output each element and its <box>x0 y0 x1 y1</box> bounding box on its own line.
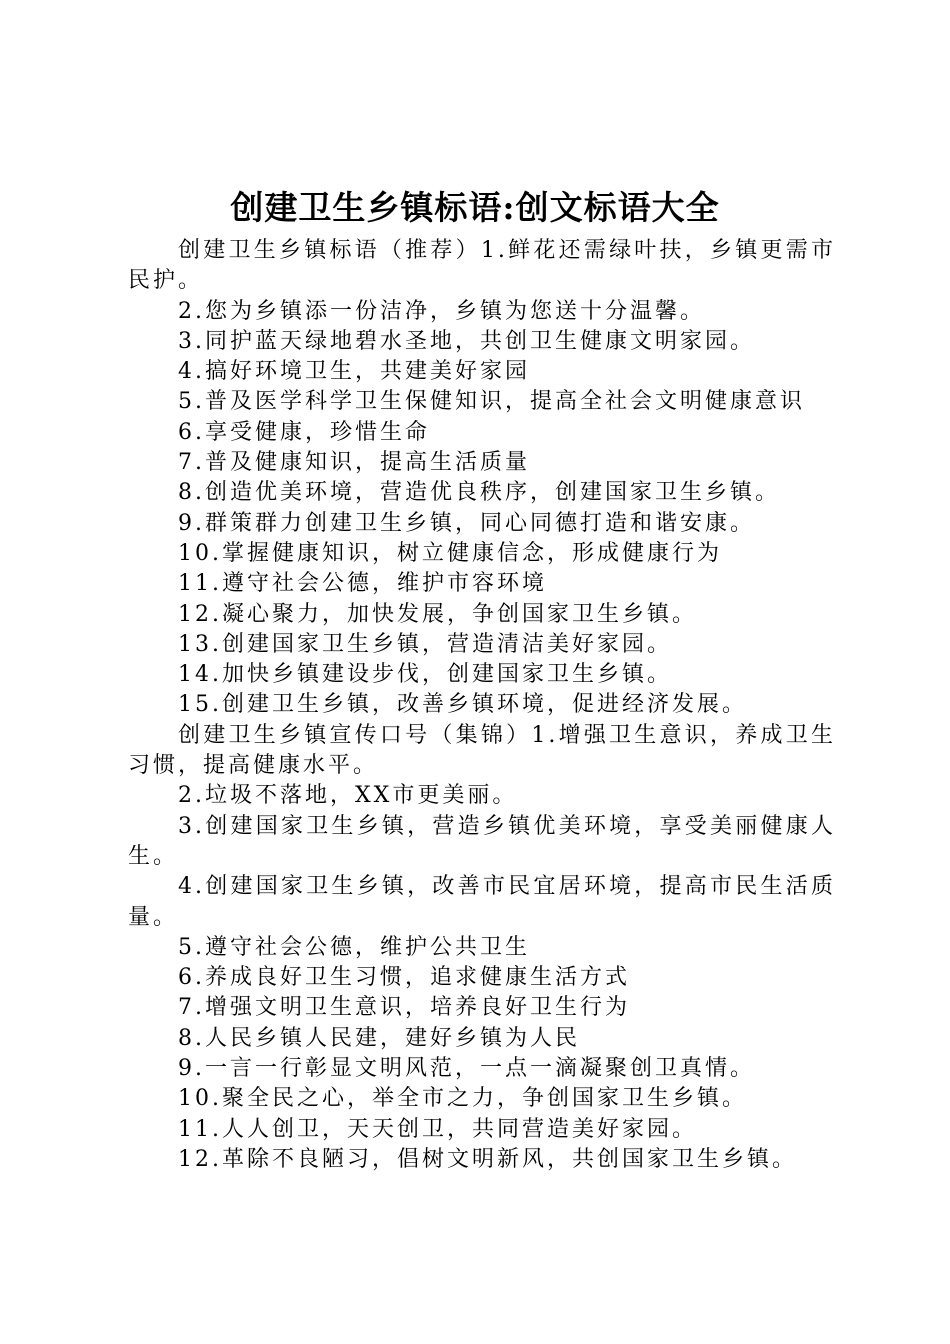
paragraph: 14.加快乡镇建设步伐，创建国家卫生乡镇。 <box>178 662 672 688</box>
paragraph: 13.创建国家卫生乡镇，营造清洁美好家园。 <box>178 631 672 657</box>
paragraph: 3.创建国家卫生乡镇，营造乡镇优美环境，享受美丽健康人生。 <box>128 813 836 869</box>
paragraph: 10.聚全民之心，举全市之力，争创国家卫生乡镇。 <box>178 1086 747 1112</box>
paragraph: 4.搞好环境卫生，共建美好家园 <box>178 359 530 385</box>
paragraph: 9.一言一行彰显文明风范，一点一滴凝聚创卫真情。 <box>178 1056 755 1082</box>
paragraph: 创建卫生乡镇标语（推荐）1.鲜花还需绿叶扶，乡镇更需市民护。 <box>128 238 836 294</box>
paragraph: 6.享受健康，珍惜生命 <box>178 419 430 445</box>
paragraph: 12.凝心聚力，加快发展，争创国家卫生乡镇。 <box>178 601 697 627</box>
paragraph: 7.普及健康知识，提高生活质量 <box>178 450 530 476</box>
document-title: 创建卫生乡镇标语:创文标语大全 <box>230 188 720 227</box>
paragraph: 5.普及医学科学卫生保健知识，提高全社会文明健康意识 <box>178 389 805 415</box>
paragraph: 10.掌握健康知识，树立健康信念，形成健康行为 <box>178 540 722 566</box>
paragraph: 8.创造优美环境，营造优良秩序，创建国家卫生乡镇。 <box>178 480 780 506</box>
paragraph: 3.同护蓝天绿地碧水圣地，共创卫生健康文明家园。 <box>178 328 755 354</box>
paragraph: 创建卫生乡镇宣传口号（集锦）1.增强卫生意识，养成卫生习惯，提高健康水平。 <box>128 722 836 779</box>
paragraph: 4.创建国家卫生乡镇，改善市民宜居环境，提高市民生活质量。 <box>128 874 836 930</box>
paragraph: 6.养成良好卫生习惯，追求健康生活方式 <box>178 965 630 991</box>
paragraph: 11.遵守社会公德，维护市容环境 <box>178 571 547 597</box>
paragraph: 9.群策群力创建卫生乡镇，同心同德打造和谐安康。 <box>178 510 755 536</box>
document-body <box>128 236 836 1175</box>
paragraph: 12.革除不良陋习，倡树文明新风，共创国家卫生乡镇。 <box>178 1146 797 1172</box>
paragraph: 2.您为乡镇添一份洁净，乡镇为您送十分温馨。 <box>178 298 705 324</box>
paragraph: 11.人人创卫，天天创卫，共同营造美好家园。 <box>178 1116 697 1142</box>
paragraph: 15.创建卫生乡镇，改善乡镇环境，促进经济发展。 <box>178 692 747 718</box>
paragraph: 7.增强文明卫生意识，培养良好卫生行为 <box>178 995 630 1021</box>
paragraph: 5.遵守社会公德，维护公共卫生 <box>178 934 530 960</box>
paragraph: 8.人民乡镇人民建，建好乡镇为人民 <box>178 1025 580 1051</box>
paragraph: 2.垃圾不落地，XX市更美丽。 <box>178 783 518 809</box>
